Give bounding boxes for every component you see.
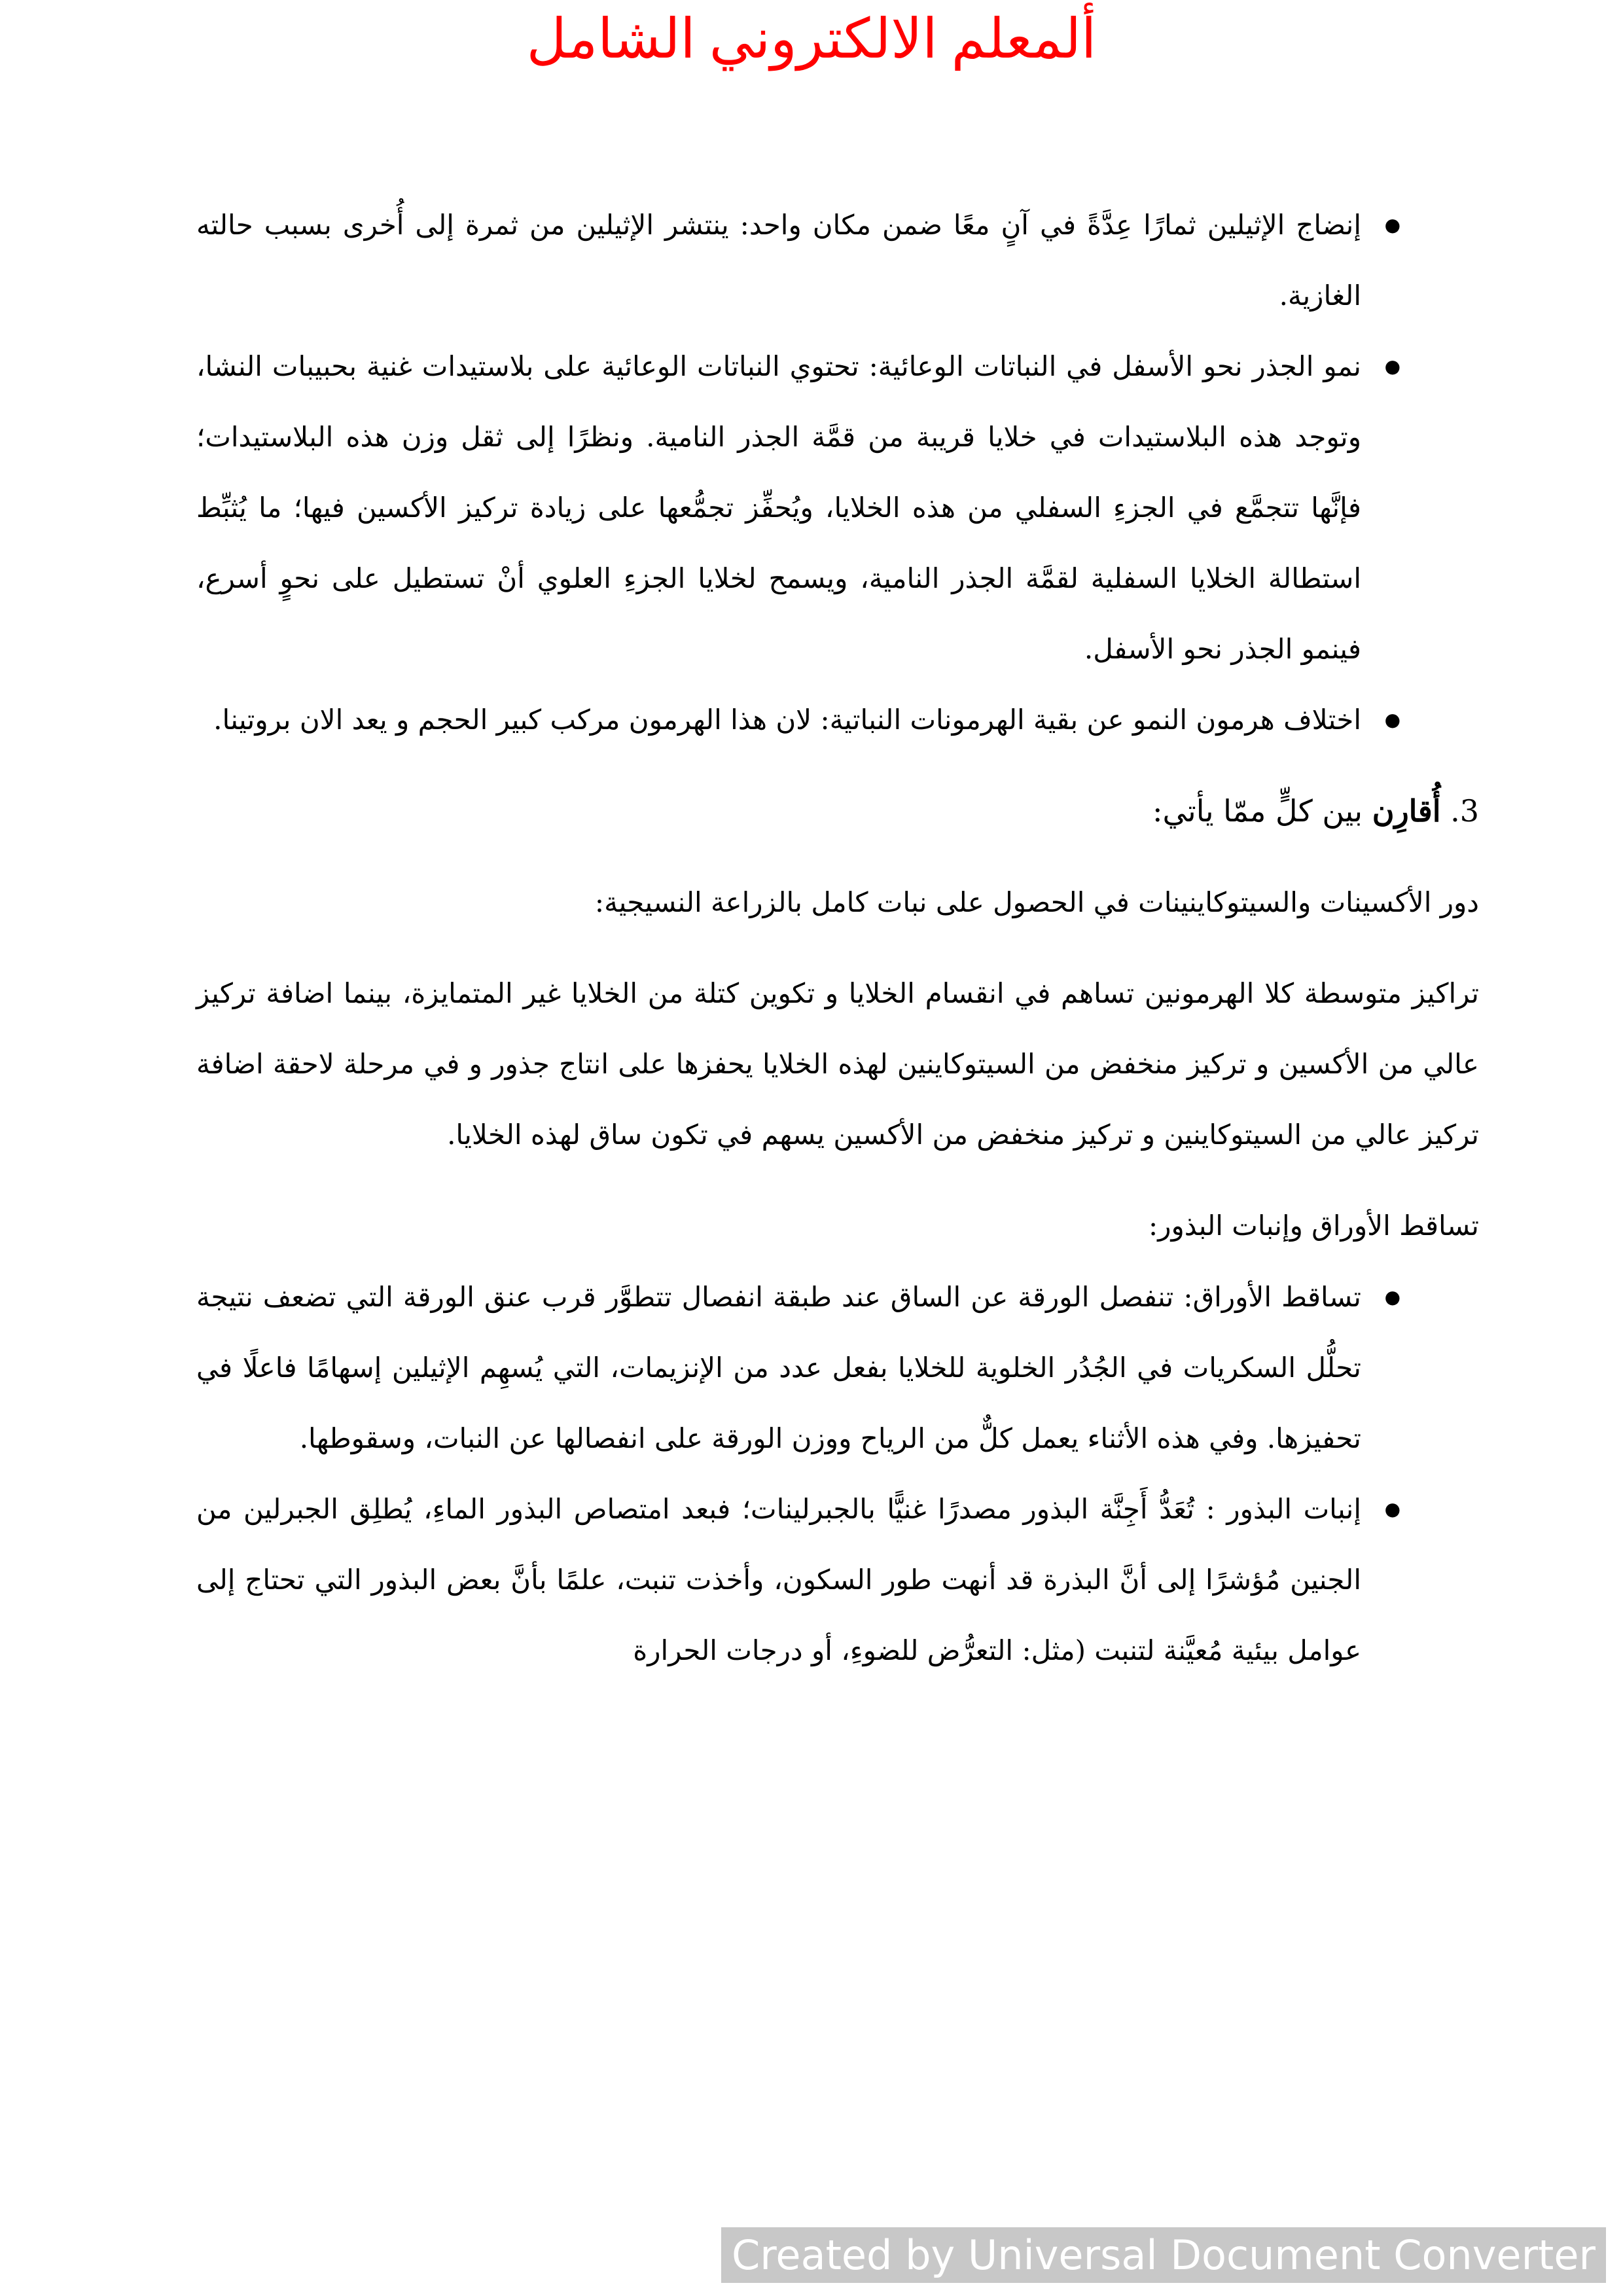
- bullet-list-2: [196, 1262, 1479, 1686]
- question-number: 3.: [1450, 793, 1479, 829]
- watermark-banner: Created by Universal Document Converter: [721, 2227, 1606, 2283]
- list-item: ● إنبات البذور : تُعَدُّ أَجِنَّة البذور مصدرًا غنيًّا بالجبرلينات؛ فبعد امتصاص البذور الماءِ، يُطلِق الجبرلين من الجنين مُؤشرًا إلى أنَّ البذرة قد أنهت طور السكون، وأخذت تنبت، علمًا بأنَّ بعض البذور التي تحتاج إلى عوامل بيئية مُعيَّنة لتنبت (مثل: التعرُّض للضوءِ، أو درجات الحرارة: [196, 1474, 1361, 1686]
- comparison-2-title: تساقط الأوراق وإنبات البذور:: [1149, 1210, 1479, 1242]
- list-item: ● تساقط الأوراق: تنفصل الورقة عن الساق عند طبقة انفصال تتطوَّر قرب عنق الورقة التي تضعف نتيجة تحلُّل السكريات في الجُدُر الخلوية للخلايا بفعل عدد من الإنزيمات، التي يُسهِم الإثيلين إسهامًا فاعلًا في تحفيزها. وفي هذه الأثناء يعمل كلٌّ من الرياح ووزن الورقة على انفصالها عن النبات، وسقوطها.: [196, 1262, 1361, 1474]
- question-verb: أُقارِن: [1372, 793, 1441, 829]
- comparison-1-title: دور الأكسينات والسيتوكاينينات في الحصول على نبات كامل بالزراعة النسيجية:: [594, 886, 1479, 918]
- question-heading: [196, 775, 1479, 847]
- question-text: بين كلٍّ ممّا يأتي:: [1152, 793, 1363, 829]
- document-body: [196, 190, 1479, 1686]
- page-header-title: ألمعلم الالكتروني الشامل: [526, 9, 1097, 70]
- bullet-list-1: [196, 190, 1479, 755]
- comparison-1-paragraph: تراكيز متوسطة كلا الهرمونين تساهم في انقسام الخلايا و تكوين كتلة من الخلايا غير المتمايزة، بينما اضافة تركيز عالي من الأكسين و تركيز منخفض من السيتوكاينين لهذه الخلايا يحفزها على انتاج جذور و في مرحلة لاحقة اضافة تركيز عالي من السيتوكاينين و تركيز منخفض من الأكسين يسهم في تكون ساق لهذه الخلايا.: [196, 977, 1479, 1151]
- list-item: ● اختلاف هرمون النمو عن بقية الهرمونات النباتية: لان هذا الهرمون مركب كبير الحجم و يعد الان بروتينا.: [196, 685, 1361, 755]
- list-item: ● إنضاج الإثيلين ثمارًا عِدَّةً في آنٍ معًا ضمن مكان واحد: ينتشر الإثيلين من ثمرة إلى أُخرى بسبب حالته الغازية.: [196, 190, 1361, 331]
- list-item: ● نمو الجذر نحو الأسفل في النباتات الوعائية: تحتوي النباتات الوعائية على بلاستيدات غنية بحبيبات النشا، وتوجد هذه البلاستيدات في خلايا قريبة من قمَّة الجذر النامية. ونظرًا إلى ثقل وزن هذه البلاستيدات؛ فإنَّها تتجمَّع في الجزءِ السفلي من هذه الخلايا، ويُحفِّز تجمُّعها على زيادة تركيز الأكسين فيها؛ ما يُثبِّط استطالة الخلايا السفلية لقمَّة الجذر النامية، ويسمح لخلايا الجزءِ العلوي أنْ تستطيل على نحوٍ أسرع، فينمو الجذر نحو الأسفل.: [196, 331, 1361, 685]
